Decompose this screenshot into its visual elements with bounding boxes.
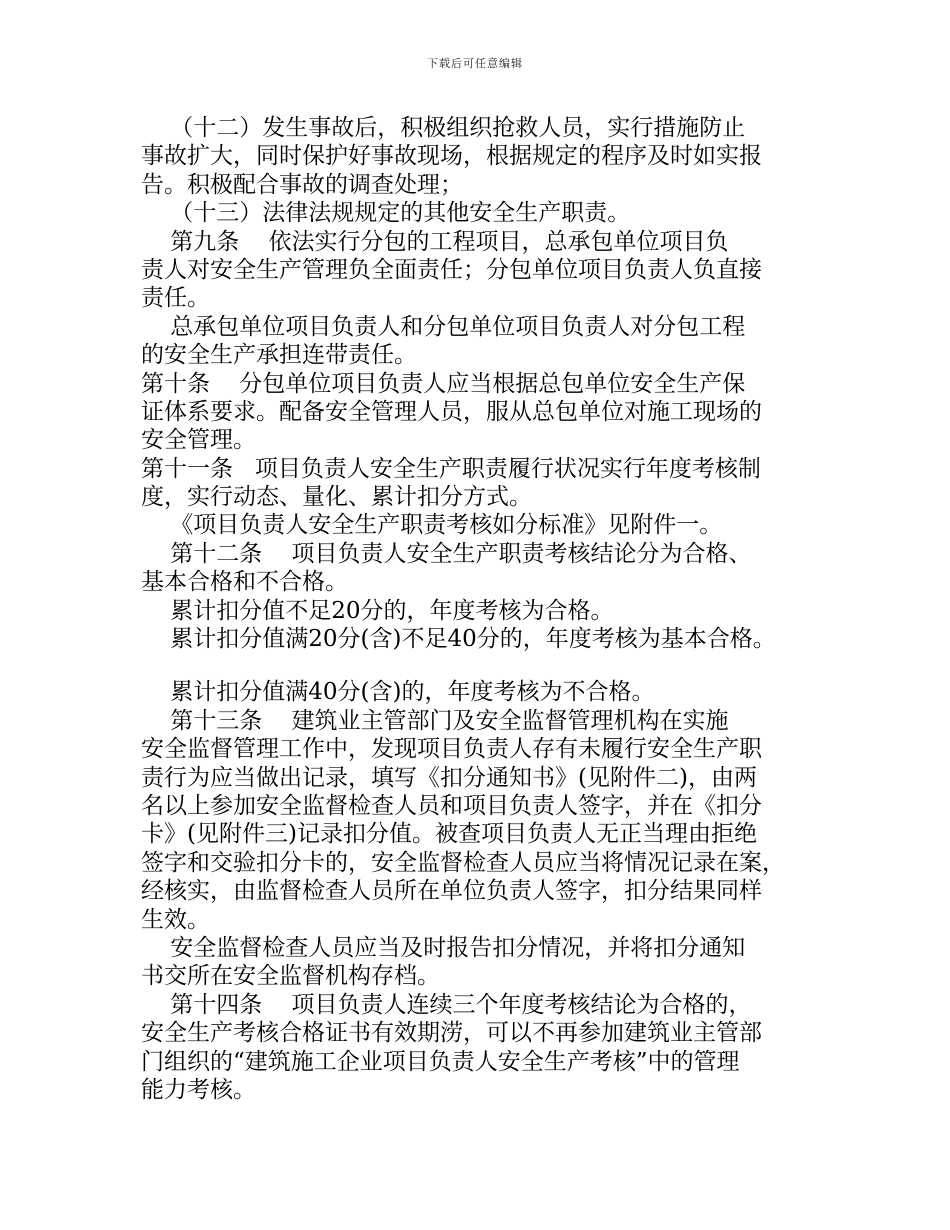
text-line: 总承包单位项目负责人和分包单位项目负责人对分包工程 <box>141 313 746 340</box>
text-line: （十三）法律法规规定的其他安全生产职责。 <box>141 200 631 227</box>
text-line: 经核实，由监督检查人员所在单位负责人签字，扣分结果同样 <box>141 878 762 905</box>
text-line: 安全监督检查人员应当及时报告扣分情况，并将扣分通知 <box>141 934 746 961</box>
text-line: 告。积极配合事故的调查处理； <box>141 171 463 198</box>
text-line: 门组织的“建筑施工企业项目负责人安全生产考核”中的管理 <box>141 1048 740 1075</box>
text-line: 的安全生产承担连带责任。 <box>141 342 417 369</box>
text-line: 累计扣分值不足20分的，年度考核为合格。 <box>141 597 614 624</box>
text-line: 度，实行动态、量化、累计扣分方式。 <box>141 484 532 511</box>
text-line: 累计扣分值满40分(含)的，年度考核为不合格。 <box>141 679 655 706</box>
blank-line <box>141 653 841 678</box>
text-line: （十二）发生事故后，积极组织抢救人员，实行措施防止 <box>141 115 746 141</box>
text-line: 安全监督管理工作中，发现项目负责人存有未履行安全生产职 <box>141 736 762 763</box>
text-line: 第十二条 项目负责人安全生产职责考核结论分为合格、 <box>141 540 752 567</box>
document-body <box>141 114 841 1104</box>
text-line: 安全管理。 <box>141 427 256 454</box>
text-line: 第九条 依法实行分包的工程项目，总承包单位项目负 <box>141 228 729 255</box>
text-line: 事故扩大，同时保护好事故现场，根据规定的程序及时如实报 <box>141 143 762 170</box>
text-line: 第十条 分包单位项目负责人应当根据总包单位安全生产保 <box>141 370 746 397</box>
text-line: 《项目负责人安全生产职责考核如分标准》见附件一。 <box>141 512 723 539</box>
text-line: 基本合格和不合格。 <box>141 569 348 596</box>
text-line: 能力考核。 <box>141 1076 256 1103</box>
text-line: 第十四条 项目负责人连续三个年度考核结论为合格的， <box>141 991 752 1018</box>
text-line: 责任。 <box>141 285 210 312</box>
text-line: 累计扣分值满20分(含)不足40分的，年度考核为基本合格。 <box>141 626 776 653</box>
text-line: 生效。 <box>141 906 210 933</box>
text-line: 第十三条 建筑业主管部门及安全监督管理机构在实施 <box>141 707 729 734</box>
text-line: 签字和交验扣分卡的，安全监督检查人员应当将情况记录在案， <box>141 849 785 876</box>
text-line: 责人对安全生产管理负全面责任；分包单位项目负责人负直接 <box>141 256 762 283</box>
text-line: 名以上参加安全监督检查人员和项目负责人签字，并在《扣分 <box>141 792 762 819</box>
text-line: 证体系要求。配备安全管理人员，服从总包单位对施工现场的 <box>141 398 762 425</box>
text-line: 第十一条 项目负责人安全生产职责履行状况实行年度考核制 <box>141 455 761 482</box>
text-line: 卡》(见附件三)记录扣分值。被查项目负责人无正当理由拒绝 <box>141 821 757 848</box>
page-header: 下载后可任意编辑 <box>427 57 523 70</box>
text-line: 责行为应当做出记录，填写《扣分通知书》(见附件二)，由两 <box>141 764 757 791</box>
text-line: 安全生产考核合格证书有效期涝，可以不再参加建筑业主管部 <box>141 1020 762 1047</box>
text-line: 书交所在安全监督机构存档。 <box>141 963 440 990</box>
